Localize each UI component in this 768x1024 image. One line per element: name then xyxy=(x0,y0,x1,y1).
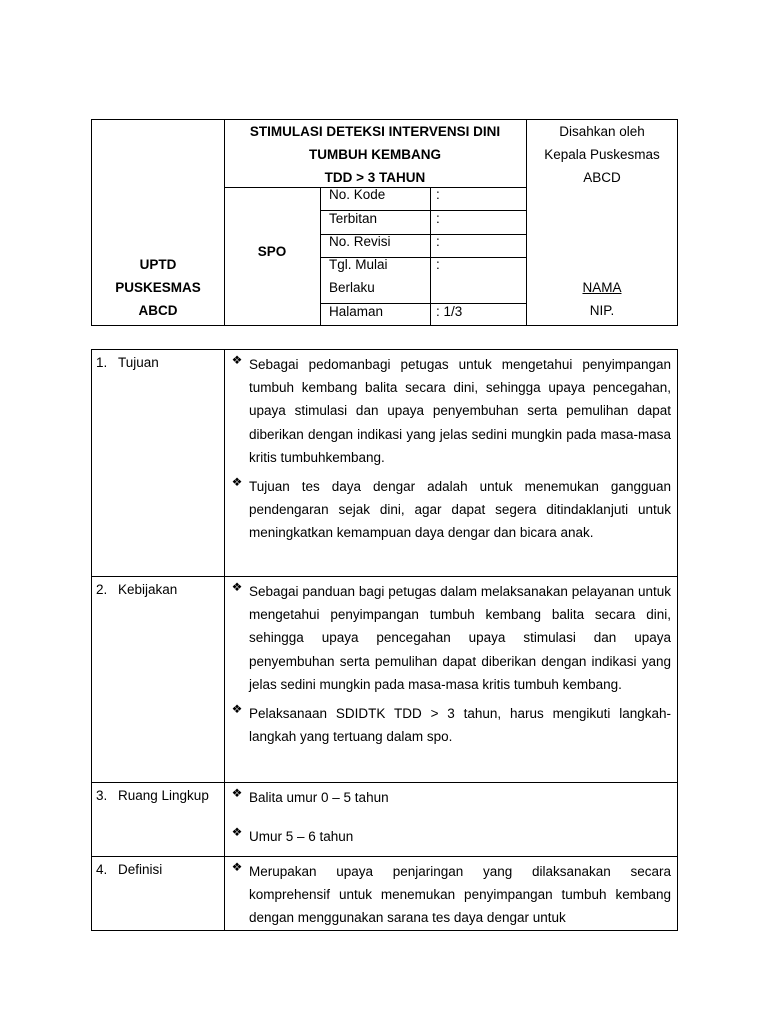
section-number: 1. xyxy=(96,355,108,370)
content-table xyxy=(91,349,678,931)
table-row xyxy=(92,350,678,577)
meta-label: Halaman xyxy=(329,304,384,319)
section-content-cell xyxy=(225,783,678,857)
organization-name xyxy=(92,253,224,322)
approval-block xyxy=(526,120,678,189)
list-item: Balita umur 0 – 5 tahun xyxy=(249,790,389,805)
meta-label: Tgl. Mulai xyxy=(329,257,388,272)
diamond-bullet-icon: ❖ xyxy=(231,702,243,717)
meta-value: : 1/3 xyxy=(436,304,463,319)
list-item: Sebagai panduan bagi petugas dalam melaksanakan pelayanan untuk mengetahui penyimpangan tumbuh kembang balita secara dini, sehingga upaya pencegahan upaya stimulasi dan upaya penyembuhan serta pemulihan dapat diberikan dengan indikasi yang jelas sedini mungkin pada masa-masa kritis tumbuh kembang. xyxy=(249,584,671,692)
meta-value: : xyxy=(436,187,440,202)
meta-label: Terbitan xyxy=(329,211,378,226)
section-label-cell xyxy=(92,577,225,783)
list-item: Sebagai pedomanbagi petugas untuk mengetahui penyimpangan tumbuh kembang balita secara dini, sehingga upaya pencegahan, upaya stimulasi dan upaya penyembuhan serta pemulihan dapat diberikan dengan indikasi yang jelas sedini mungkin pada masa-masa kritis tumbuhkembang. xyxy=(249,357,671,465)
section-label: Kebijakan xyxy=(118,582,178,597)
list-item: Umur 5 – 6 tahun xyxy=(249,829,354,845)
header-table xyxy=(91,119,678,326)
approver-nip: NIP. xyxy=(589,303,615,318)
section-content-cell xyxy=(225,350,678,577)
section-content-cell xyxy=(225,857,678,931)
section-label: Definisi xyxy=(118,862,163,877)
section-label: Ruang Lingkup xyxy=(118,788,209,803)
diamond-bullet-icon: ❖ xyxy=(231,786,243,800)
section-label: Tujuan xyxy=(118,355,159,370)
meta-label: Berlaku xyxy=(329,280,375,295)
list-item: Pelaksanaan SDIDTK TDD > 3 tahun, harus mengikuti langkah-langkah yang tertuang dalam spo. xyxy=(249,706,671,745)
table-row xyxy=(92,577,678,783)
list-item: Merupakan upaya penjaringan yang dilaksanakan secara komprehensif untuk menemukan penyimpangan tumbuh kembang dengan menggunakan sarana tes daya dengar untuk xyxy=(249,864,671,926)
meta-value: : xyxy=(436,257,440,272)
section-number: 4. xyxy=(96,862,108,877)
title-line: TDD > 3 TAHUN xyxy=(324,170,426,185)
approval-line: Kepala Puskesmas xyxy=(544,147,660,162)
diamond-bullet-icon: ❖ xyxy=(231,580,243,594)
section-label-cell xyxy=(92,783,225,857)
meta-label: No. Kode xyxy=(329,187,386,202)
diamond-bullet-icon: ❖ xyxy=(231,860,243,874)
section-label-cell xyxy=(92,857,225,931)
document-type: SPO xyxy=(257,244,287,259)
approval-line: Disahkan oleh xyxy=(559,124,645,139)
list-item: Tujuan tes daya dengar adalah untuk menemukan gangguan pendengaran sejak dini, agar dapat segera ditindaklanjuti untuk meningkatkan kemampuan daya dengar dan bicara anak. xyxy=(249,479,671,541)
section-label-cell xyxy=(92,350,225,577)
table-row xyxy=(92,783,678,857)
table-row xyxy=(92,857,678,931)
org-line: ABCD xyxy=(138,303,178,318)
org-line: UPTD xyxy=(139,257,177,272)
approval-line: ABCD xyxy=(583,170,621,185)
org-line: PUSKESMAS xyxy=(115,280,201,295)
approver-name: NAMA xyxy=(582,280,622,295)
title-line: TUMBUH KEMBANG xyxy=(309,147,441,162)
document-title xyxy=(224,120,526,189)
approver xyxy=(526,276,678,322)
section-number: 2. xyxy=(96,582,108,597)
meta-value: : xyxy=(436,211,440,226)
meta-label: No. Revisi xyxy=(329,234,391,249)
section-number: 3. xyxy=(96,788,108,803)
meta-value: : xyxy=(436,234,440,249)
diamond-bullet-icon: ❖ xyxy=(231,825,243,840)
section-content-cell xyxy=(225,577,678,783)
diamond-bullet-icon: ❖ xyxy=(231,475,243,490)
title-line: STIMULASI DETEKSI INTERVENSI DINI xyxy=(249,124,501,139)
diamond-bullet-icon: ❖ xyxy=(231,353,243,367)
